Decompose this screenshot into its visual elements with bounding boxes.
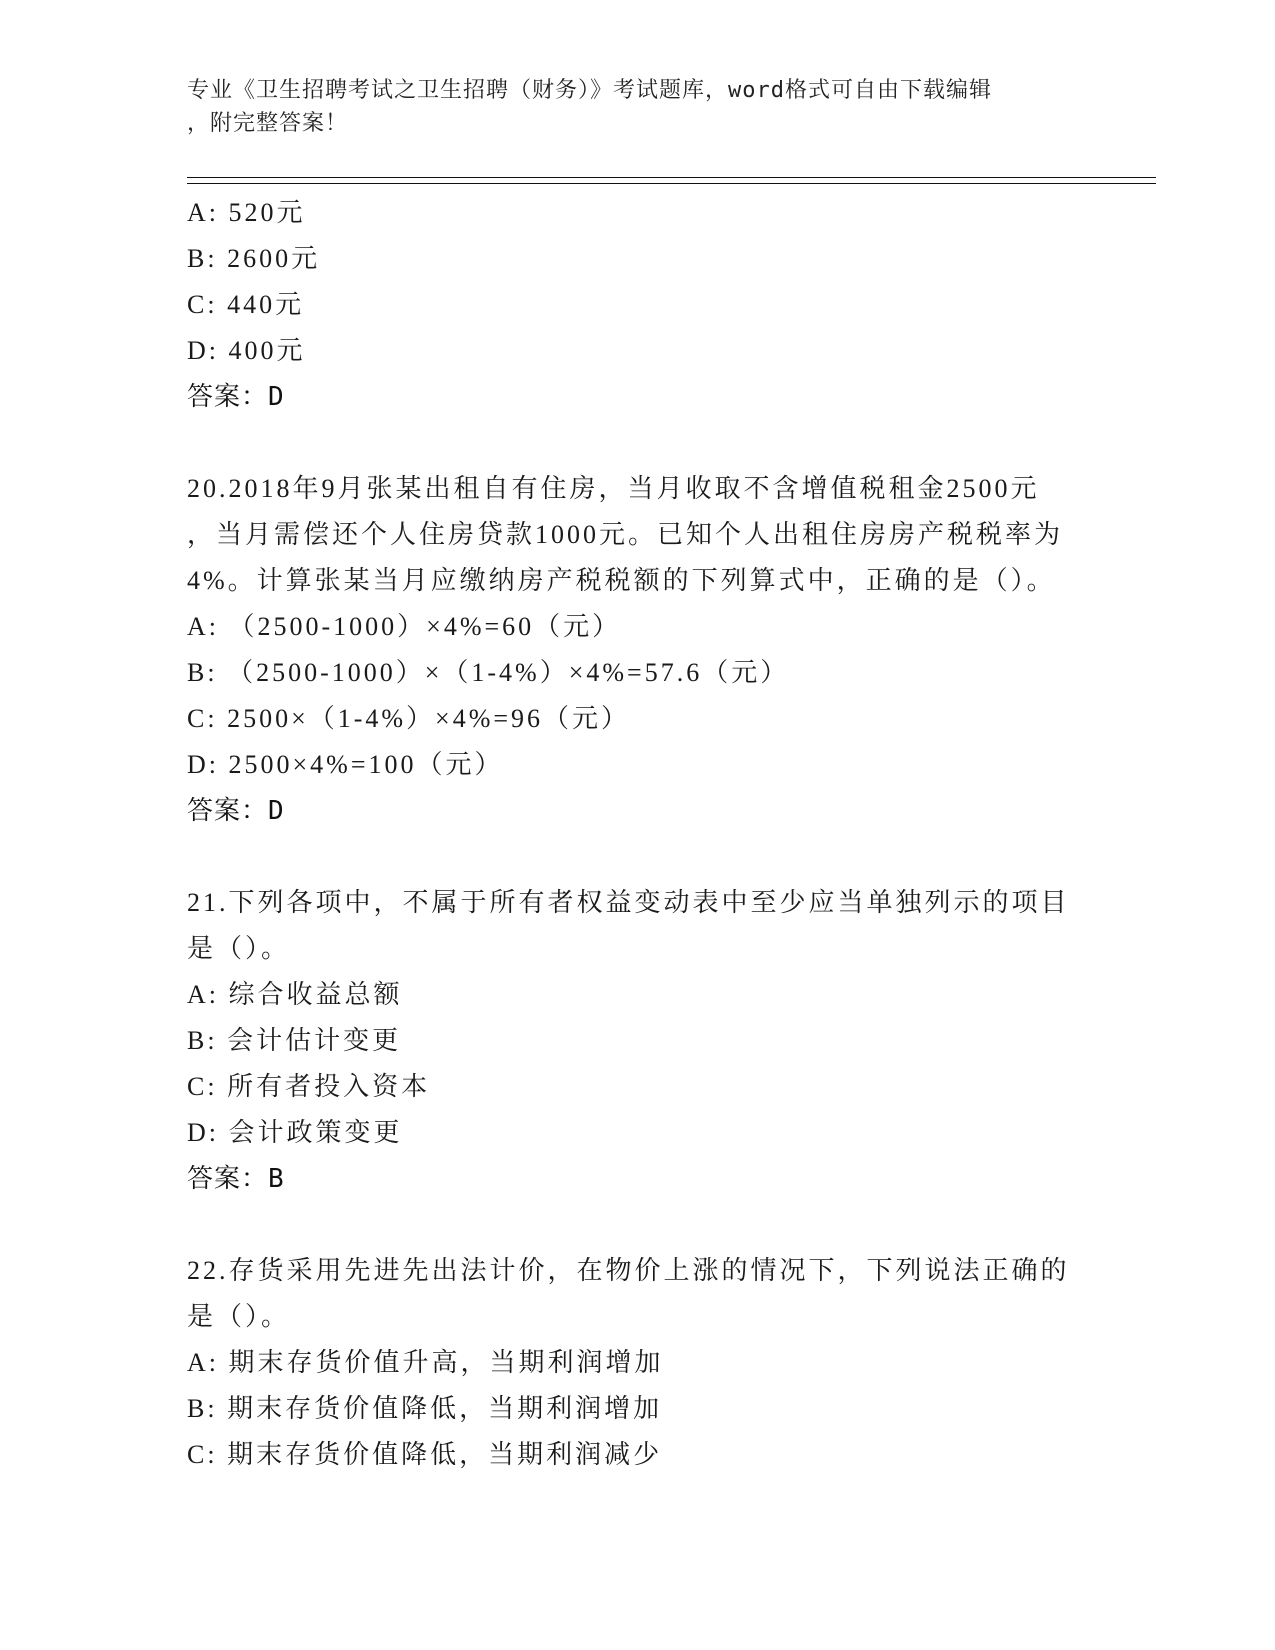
option-a: A: （2500-1000）×4%=60（元）: [187, 612, 622, 641]
option-c: C: 440元: [187, 290, 305, 319]
option-d: D: 2500×4%=100（元）: [187, 750, 504, 779]
question-stem: 是（）。: [187, 934, 291, 963]
header-title-line-2: ，附完整答案！: [187, 111, 349, 136]
header-title-line-1: 专业《卫生招聘考试之卫生招聘（财务）》考试题库，word格式可自由下载编辑: [187, 78, 992, 103]
question-20: [187, 466, 1087, 834]
question-list: [187, 190, 1087, 1478]
spacer: [187, 420, 1087, 466]
option-a: A: 期末存货价值升高，当期利润增加: [187, 1348, 664, 1377]
question-21: [187, 880, 1087, 1202]
question-stem: 是（）。: [187, 1302, 291, 1331]
spacer: [187, 1202, 1087, 1248]
question-stem: 21.下列各项中，不属于所有者权益变动表中至少应当单独列示的项目: [187, 888, 1070, 917]
option-c: C: 期末存货价值降低，当期利润减少: [187, 1440, 663, 1469]
question-stem: ，当月需偿还个人住房贷款1000元。已知个人出租住房房产税税率为: [187, 520, 1064, 549]
spacer: [187, 834, 1087, 880]
question-stem: 20.2018年9月张某出租自有住房，当月收取不含增值税租金2500元: [187, 474, 1040, 503]
answer: 答案：B: [187, 1164, 285, 1194]
header-divider-bottom: [187, 183, 1156, 184]
option-b: B: 期末存货价值降低，当期利润增加: [187, 1394, 663, 1423]
option-c: C: 所有者投入资本: [187, 1072, 431, 1101]
answer: 答案：D: [187, 382, 285, 412]
option-b: B: 会计估计变更: [187, 1026, 402, 1055]
option-a: A: 520元: [187, 198, 306, 227]
option-d: D: 400元: [187, 336, 306, 365]
header-divider-top: [187, 177, 1156, 178]
question-stem: 22.存货采用先进先出法计价，在物价上涨的情况下，下列说法正确的: [187, 1256, 1070, 1285]
option-c: C: 2500×（1-4%）×4%=96（元）: [187, 704, 631, 733]
question-19: [187, 190, 1087, 420]
option-b: B: （2500-1000）×（1-4%）×4%=57.6（元）: [187, 658, 790, 687]
question-22: [187, 1248, 1087, 1478]
option-a: A: 综合收益总额: [187, 980, 403, 1009]
option-b: B: 2600元: [187, 244, 321, 273]
answer: 答案：D: [187, 796, 285, 826]
question-stem: 4%。计算张某当月应缴纳房产税税额的下列算式中，正确的是（）。: [187, 566, 1056, 595]
document-header: [187, 74, 1067, 140]
option-d: D: 会计政策变更: [187, 1118, 403, 1147]
